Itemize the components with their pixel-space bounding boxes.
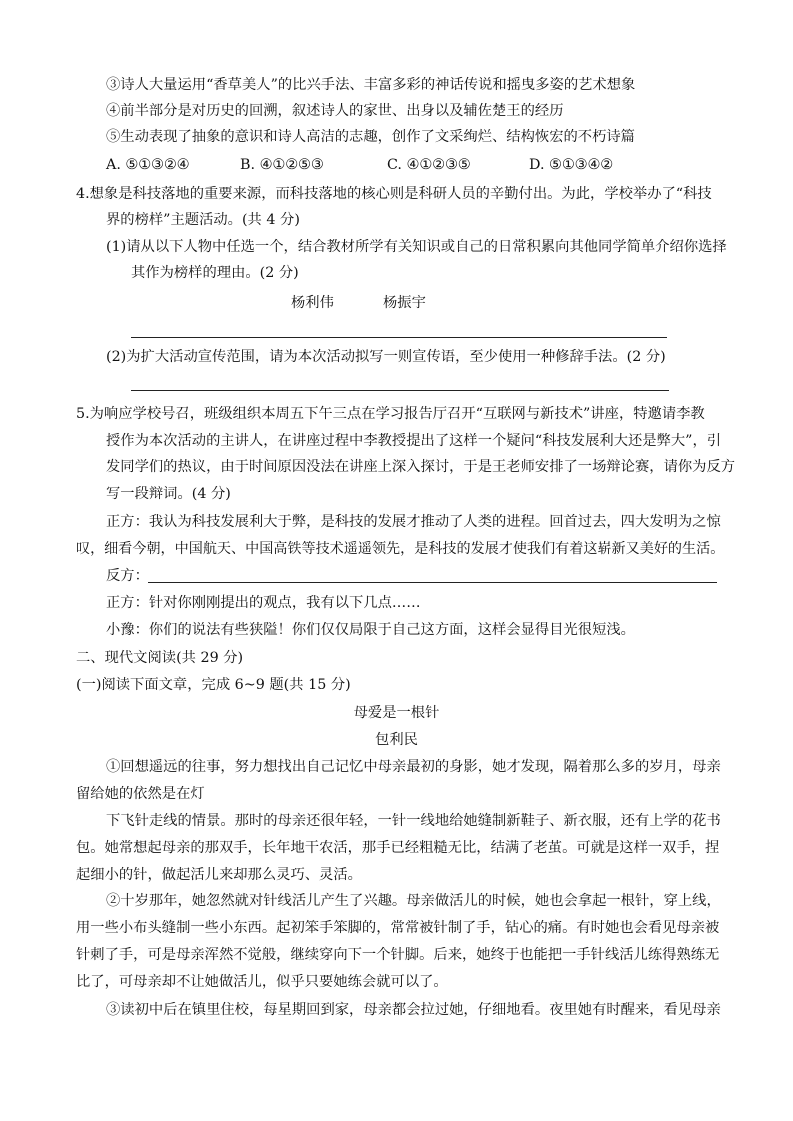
q4-part1-line2: 其作为榜样的理由。(2 分) bbox=[131, 265, 299, 281]
article-p1-line1: ①回想遥远的往事，努力想找出自己记忆中母亲最初的身影，她才发现，隔着那么多的岁月，母亲 bbox=[106, 759, 721, 775]
article-p1-line3: 下飞针走线的情景。那时的母亲还很年轻，一针一线地给她缝制新鞋子、新衣服，还有上学的花书 bbox=[106, 813, 721, 829]
article-p3-line1: ③读初中后在镇里住校，每星期回到家，母亲都会拉过她，仔细地看。夜里她有时醒来，看见母亲 bbox=[106, 1002, 721, 1018]
q3-option-d: D. ⑤①③④② bbox=[529, 157, 614, 173]
q5-con-side-label: 反方： bbox=[106, 568, 149, 584]
article-author: 包利民 bbox=[375, 732, 418, 748]
q3-statement-3: ③诗人大量运用“香草美人”的比兴手法、丰富多彩的神话传说和摇曳多姿的艺术想象 bbox=[106, 77, 636, 93]
q5-con-side-answer-line[interactable] bbox=[148, 582, 717, 583]
section-2-subheading: (一)阅读下面文章，完成 6~9 题(共 15 分) bbox=[76, 677, 351, 693]
q5-xiaoyu-remark: 小豫：你们的说法有些狭隘！你们仅仅局限于自己这方面，这样会显得目光很短浅。 bbox=[106, 622, 635, 638]
q5-stem-line1: 5.为响应学校号召，班级组织本周五下午三点在学习报告厅召开“互联网与新技术”讲座，特邀请李教 bbox=[76, 406, 705, 422]
article-p2-line2: 用一些小布头缝制一些小东西。起初笨手笨脚的，常常被针制了手，钻心的痛。有时她也会看见母亲被 bbox=[76, 920, 720, 936]
section-2-heading: 二、现代文阅读(共 29 分) bbox=[76, 650, 244, 666]
q5-stem-line2: 授作为本次活动的主讲人，在讲座过程中李教授提出了这样一个疑问“科技发展利大还是弊大”，引 bbox=[106, 433, 722, 449]
q5-pro-side-reply: 正方：针对你刚刚提出的观点，我有以下几点…… bbox=[106, 595, 421, 611]
q4-part2: (2)为扩大活动宣传范围，请为本次活动拟写一则宣传语，至少使用一种修辞手法。(2 分) bbox=[106, 349, 666, 365]
q3-option-b: B. ④①②⑤③ bbox=[240, 157, 324, 173]
q4-stem-line1: 4.想象是科技落地的重要来源，而科技落地的核心则是科研人员的辛勤付出。为此，学校举办了“科技 bbox=[76, 186, 712, 202]
q4-name-2: 杨振宇 bbox=[383, 295, 426, 311]
article-p2-line3: 针刺了手，可是母亲浑然不觉般，继续穿向下一个针脚。后来，她终于也能把一手针线活儿练得熟练无 bbox=[76, 947, 720, 963]
q3-statement-4: ④前半部分是对历史的回溯，叙述诗人的家世、出身以及辅佐楚王的经历 bbox=[106, 103, 564, 119]
q3-option-a: A. ⑤①③②④ bbox=[106, 157, 190, 173]
q3-option-c: C. ④①②③⑤ bbox=[387, 157, 471, 173]
article-p1-line2: 留给她的依然是在灯 bbox=[76, 786, 205, 802]
article-p2-line1: ②十岁那年，她忽然就对针线活儿产生了兴趣。母亲做活儿的时候，她也会拿起一根针，穿上线， bbox=[106, 893, 721, 909]
q4-stem-line2: 界的榜样”主题活动。(共 4 分) bbox=[106, 212, 300, 228]
q5-stem-line3: 发同学们的热议，由于时间原因没法在讲座上深入探讨，于是王老师安排了一场辩论赛，请你为反方 bbox=[106, 459, 736, 475]
article-title: 母爱是一根针 bbox=[353, 705, 440, 721]
q4-part1-line1: (1)请从以下人物中任选一个，结合教材所学有关知识或自己的日常积累向其他同学简单介绍你选择 bbox=[106, 239, 727, 255]
q5-stem-line4: 写一段辩词。(4 分) bbox=[106, 486, 231, 502]
q5-pro-side-line1: 正方：我认为科技发展利大于弊，是科技的发展才推动了人类的进程。回首过去，四大发明为之惊 bbox=[106, 514, 721, 530]
article-p1-line4: 包。她常想起母亲的那双手，长年地干农活，那手已经粗糙无比，结满了老茧。可就是这样一双手，捏 bbox=[76, 840, 720, 856]
article-p2-line4: 比了，可母亲却不让她做活儿，似乎只要她练会就可以了。 bbox=[76, 974, 448, 990]
q5-pro-side-line2: 叹，细看今朝，中国航天、中国高铁等技术遥遥领先，是科技的发展才使我们有着这崭新又美好的生活。 bbox=[76, 541, 725, 557]
q3-statement-5: ⑤生动表现了抽象的意识和诗人高洁的志趣，创作了文采绚烂、结构恢宏的不朽诗篇 bbox=[106, 129, 635, 145]
q4-name-1: 杨利伟 bbox=[291, 295, 334, 311]
q4-answer-line-1[interactable] bbox=[131, 337, 667, 338]
q4-answer-line-2[interactable] bbox=[131, 390, 669, 391]
article-p1-line5: 起细小的针，做起活儿来却那么灵巧、灵活。 bbox=[76, 867, 362, 883]
